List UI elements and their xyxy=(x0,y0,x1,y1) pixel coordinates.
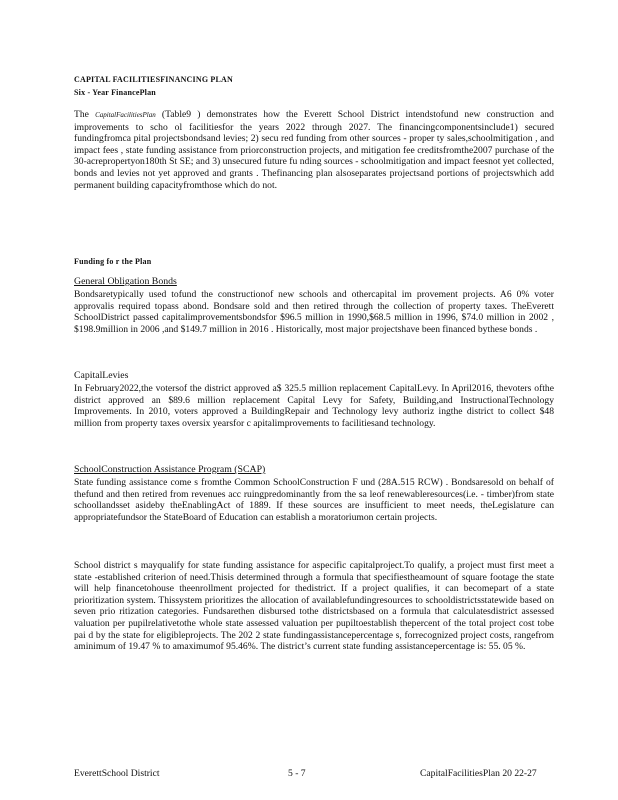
document-title: CAPITAL FACILITIESFINANCING PLAN xyxy=(74,75,234,84)
footer-plan-title: CapitalFacilitiesPlan 20 22-27 xyxy=(420,768,537,779)
section-text-bonds: Bondsaretypically used tofund the constructionof new schools and othercapital im provement projects. A6 0% voter approvalis required topass abond. Bondsare sold and then retired through the collection of property taxes. TheEverett SchoolDistrict passed capitalimprovementsbondsfor $96.5 million in 1990,$68.5 million in 1996, $74.0 million in 2002 , $198.9million in 2006 ,and $149.7 million in 2016 . Historically, most major projectshave been financed bythese bonds . xyxy=(74,289,554,335)
footer-page-number: 5 - 7 xyxy=(288,768,306,779)
section-heading-bonds: General Obligation Bonds xyxy=(74,276,177,287)
document-subtitle: Six - Year FinancePlan xyxy=(74,88,156,97)
section-heading-scap: SchoolConstruction Assistance Program (SCAP) xyxy=(74,464,266,475)
scap-detail-paragraph: School district s mayqualify for state funding assistance for aspecific capitalproject.To qualify, a project must first meet a state -established criterion of need.Thisis determined through a formula that specifiestheamount of square footage the state will help financetohouse theenrollment projected for thedistrict. If a project qualifies, it can becomepart of a state prioritization system. Thissystem prioritizes the allocation of availablefundingresources to schooldistrictsstatewide based on seven prio ritization categories. Fundsarethen disbursed tothe districtsbased on a formula that calculatesdistrict assessed valuation per pupilrelativetothe whole state assessed valuation per pupiltoestablish thepercent of the total project cost tobe pai d by the state for eligibleprojects. The 202 2 state fundingassistancepercentage s, forrecognized project costs, rangefrom aminimum of 19.47 % to amaximumof 95.46%. The district’s current state funding assistancepercentage is: 55. 05 %. xyxy=(74,560,554,653)
section-text-scap: State funding assistance come s fromthe Common SchoolConstruction F und (28A.515 RCW) . Bondsaresold on behalf of thefund and then retired from revenues acc ruingpredominantly from the sa leof renewableresources(i.e. - timber)from state schoollandsset asideby theEnablingAct of 1889. If these sources are insufficient to meet needs, theLegislature can appropriatefundsor the StateBoard of Education can establish a moratoriumon certain projects. xyxy=(74,477,554,523)
funding-heading: Funding fo r the Plan xyxy=(74,257,152,266)
plan-name: CapitalFacilitiesPlan xyxy=(95,111,156,119)
footer-district: EverettSchool District xyxy=(74,768,160,779)
intro-paragraph: The CapitalFacilitiesPlan (Table9 ) demonstrates how the Everett School District intendstofund new construction and improvements to scho ol facilitiesfor the years 2022 through 2027. The financingcomponentsinclude1) secured fundingfromca pital projectsbondsand levies; 2) secu red funding from other sources - proper ty sales,schoolmitigation , and impact fees , state funding assistance from priorconstruction projects, and mitigation fee creditsfromthe2007 purchase of the 30-acrepropertyon180th St SE; and 3) unsecured future fu nding sources - schoolmitigation and impact feesnot yet collected, bonds and levies not yet approved and grants . Thefinancing plan alsoseparates projectsand portions of projectswhich add permanent building capacityfromthose which do not. xyxy=(74,109,554,191)
intro-text: (Table9 ) demonstrates how the Everett School District intendstofund new construction and improvements to scho ol facilitiesfor the years 2022 through 2027. The financingcomponentsinclude1) secured fundingfromca pital projectsbondsand levies; 2) secu red funding from other sources - proper ty sales,schoolmitigation , and impact fees , state funding assistance from priorconstruction projects, and mitigation fee creditsfromthe2007 purchase of the 30-acrepropertyon180th St SE; and 3) unsecured future fu nding sources - schoolmitigation and impact feesnot yet collected, bonds and levies not yet approved and grants . Thefinancing plan alsoseparates projectsand portions of projectswhich add permanent building capacityfromthose which do not. xyxy=(74,109,554,191)
section-text-levies: In February2022,the votersof the district approved a$ 325.5 million replacement CapitalLevy. In April2016, thevoters ofthe district approved an $89.6 million replacement Capital Levy for Safety, Building,and InstructionalTechnology Improvements. In 2010, voters approved a BuildingRepair and Technology levy authoriz ingthe district to collect $48 million from property taxes oversix yearsfor c apitalimprovements to facilitiesand technology. xyxy=(74,383,554,429)
section-heading-levies: CapitalLevies xyxy=(74,370,129,381)
